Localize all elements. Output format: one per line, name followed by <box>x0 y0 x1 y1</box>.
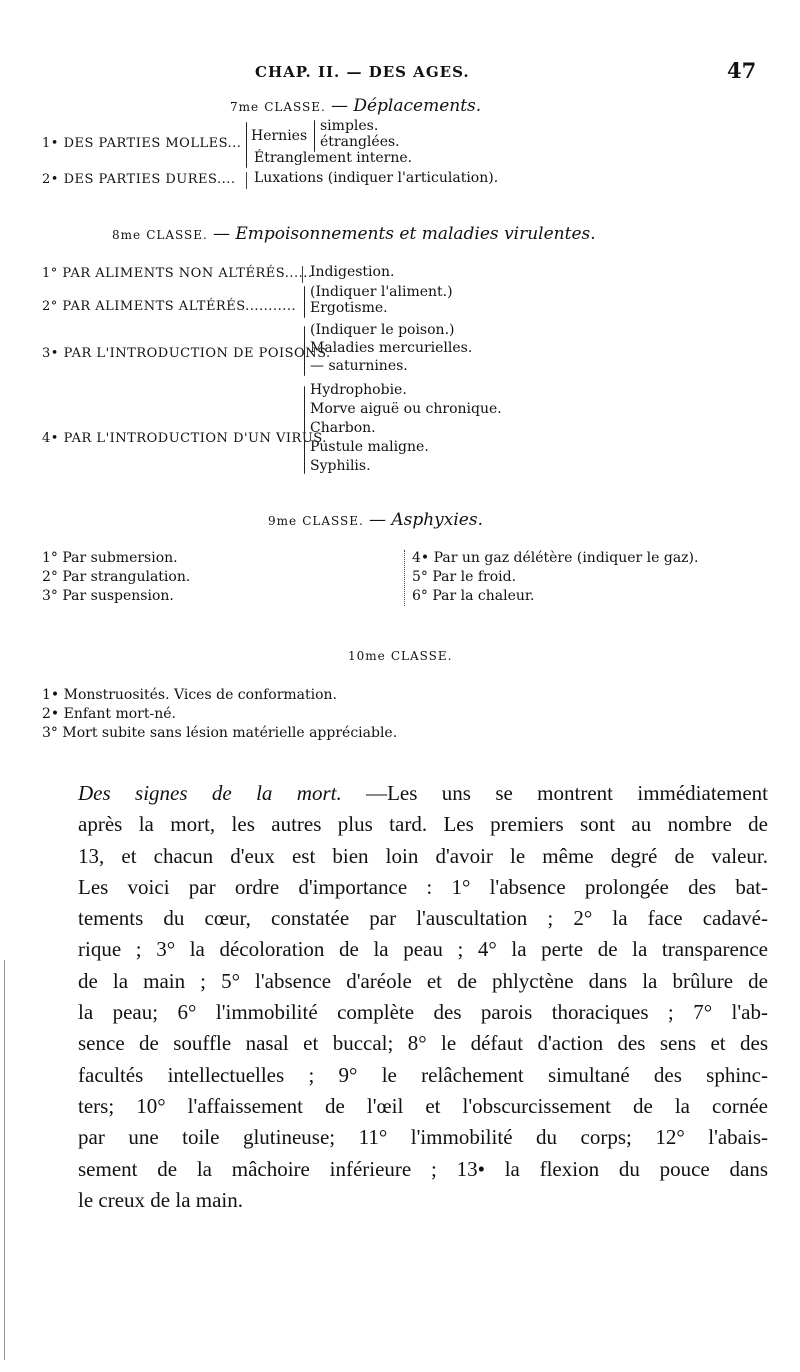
class8-label: CLASSE. <box>146 228 208 242</box>
class7-title: — Déplacements. <box>330 96 482 116</box>
class8-r2-brace <box>304 286 305 318</box>
paragraph-line-6: rique ; 3° la décoloration de la peau ; 4° la perte de la transparence <box>78 937 768 962</box>
class9-divider <box>404 550 405 606</box>
paragraph-line-8: la peau; 6° l'immobilité complète des parois thoraciques ; 7° l'ab- <box>78 1000 768 1025</box>
class9-title: — Asphyxies. <box>368 510 483 530</box>
paragraph-line-1-text: —Les uns se montrent immédiatement <box>341 781 768 805</box>
class8-r3-label: 3• PAR L'INTRODUCTION DE POISONS. <box>42 346 331 361</box>
class8-r4-value-4: Pustule maligne. <box>310 439 429 455</box>
class8-r3-value-2: Maladies mercurielles. <box>310 340 473 356</box>
class10-item-3: 3° Mort subite sans lésion matérielle appréciable. <box>42 725 398 741</box>
class7-simples: simples. <box>320 118 379 134</box>
class7-heading <box>230 96 481 116</box>
class8-r4-label: 4• PAR L'INTRODUCTION D'UN VIRUS. <box>42 431 327 446</box>
class8-r1-label: 1° PAR ALIMENTS NON ALTÉRÉS...... <box>42 266 313 281</box>
class8-r3-value-1: (Indiquer le poison.) <box>310 322 455 338</box>
page-number: 47 <box>727 58 757 83</box>
class9-left-1: 1° Par submersion. <box>42 550 178 566</box>
class10-number: 10me <box>348 649 386 663</box>
class9-right-2: 5° Par le froid. <box>412 569 517 585</box>
class7-brace-2 <box>314 120 315 152</box>
class8-r4-value-1: Hydrophobie. <box>310 382 407 398</box>
paragraph-heading: Des signes de la mort. <box>78 781 342 805</box>
paragraph-line-14: le creux de la main. <box>78 1187 244 1212</box>
class8-heading <box>112 224 596 244</box>
paragraph-line-7: de la main ; 5° l'absence d'aréole et de phlyctène dans la brûlure de <box>78 968 768 993</box>
class8-r1-bar <box>302 266 303 283</box>
class8-r4-brace <box>304 386 305 474</box>
paragraph-line-5: tements du cœur, constatée par l'auscultation ; 2° la face cadavé- <box>78 906 768 931</box>
paragraph-line-11: ters; 10° l'affaissement de l'œil et l'obscurcissement de la cornée <box>78 1093 768 1118</box>
class8-r3-brace <box>304 326 305 376</box>
class9-heading <box>268 510 483 530</box>
class8-r2-label: 2° PAR ALIMENTS ALTÉRÉS........... <box>42 299 297 314</box>
class8-r4-value-5: Syphilis. <box>310 458 371 474</box>
class9-left-3: 3° Par suspension. <box>42 588 174 604</box>
class10-item-1: 1• Monstruosités. Vices de conformation. <box>42 687 338 703</box>
class8-r4-value-2: Morve aiguë ou chronique. <box>310 401 502 417</box>
paragraph-line-9: sence de souffle nasal et buccal; 8° le défaut d'action des sens et des <box>78 1031 768 1056</box>
signes-paragraph <box>78 778 768 1216</box>
paragraph-line-2: après la mort, les autres plus tard. Les premiers sont au nombre de <box>78 812 768 837</box>
class8-r3-value-3: — saturnines. <box>310 358 408 374</box>
paragraph-line-3: 13, et chacun d'eux est bien loin d'avoir le même degré de valeur. <box>78 843 768 868</box>
class10-item-2: 2• Enfant mort-né. <box>42 706 176 722</box>
paragraph-line-10: facultés intellectuelles ; 9° le relâchement simultané des sphinc- <box>78 1062 768 1087</box>
class8-r4-value-3: Charbon. <box>310 420 376 436</box>
class7-hernies: Hernies <box>251 128 308 144</box>
paragraph-line-1 <box>78 778 768 809</box>
class7-etranglement: Étranglement interne. <box>254 150 413 166</box>
binding-edge <box>4 960 5 1360</box>
class7-row2-label: 2• DES PARTIES DURES.... <box>42 172 236 187</box>
class8-number: 8me <box>112 228 142 242</box>
class7-luxations: Luxations (indiquer l'articulation). <box>254 170 499 186</box>
class9-right-1: 4• Par un gaz délétère (indiquer le gaz). <box>412 550 699 566</box>
class10-label: CLASSE. <box>390 649 453 663</box>
running-head: CHAP. II. — DES AGES. <box>255 63 470 81</box>
class8-title: — Empoisonnements et maladies virulentes. <box>212 224 596 244</box>
paragraph-line-12: par une toile glutineuse; 11° l'immobilité du corps; 12° l'abais- <box>78 1125 768 1150</box>
class9-label: CLASSE. <box>302 514 364 528</box>
class7-etranglees: étranglées. <box>320 134 400 150</box>
class9-left-2: 2° Par strangulation. <box>42 569 191 585</box>
class8-r2-value-2: Ergotisme. <box>310 300 388 316</box>
class8-r2-value-1: (Indiquer l'aliment.) <box>310 284 453 300</box>
class10-heading <box>348 645 452 664</box>
class9-number: 9me <box>268 514 298 528</box>
class7-bar <box>246 172 247 189</box>
paragraph-line-4: Les voici par ordre d'importance : 1° l'absence prolongée des bat- <box>78 874 768 899</box>
class7-number: 7me <box>230 100 260 114</box>
class7-label: CLASSE. <box>264 100 326 114</box>
paragraph-line-13: sement de la mâchoire inférieure ; 13• la flexion du pouce dans <box>78 1156 768 1181</box>
class7-row1-label: 1• DES PARTIES MOLLES... <box>42 136 242 151</box>
class7-brace-1 <box>246 122 247 168</box>
class8-r1-value: Indigestion. <box>310 264 395 280</box>
class9-right-3: 6° Par la chaleur. <box>412 588 535 604</box>
